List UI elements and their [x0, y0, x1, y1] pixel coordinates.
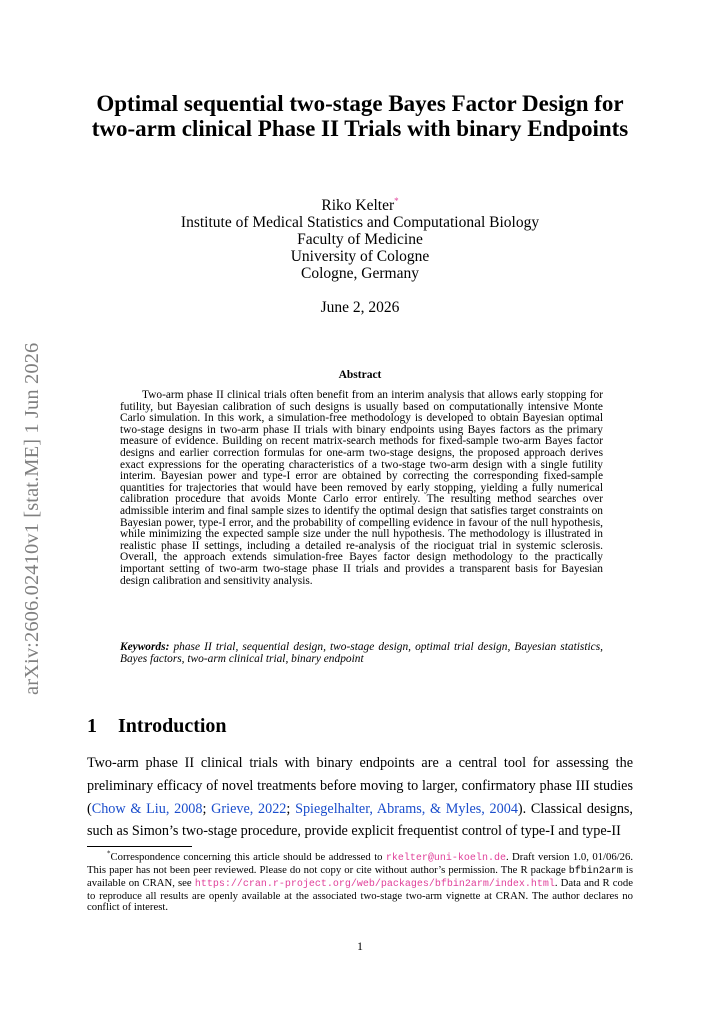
keywords: [120, 642, 603, 665]
citation-link[interactable]: Chow & Liu, 2008: [91, 800, 203, 817]
intro-paragraph: [87, 752, 633, 843]
citation-sep: ;: [286, 800, 296, 817]
author-footnote-marker[interactable]: *: [394, 195, 399, 206]
section-heading: [87, 715, 227, 737]
footnote-marker: *: [107, 849, 111, 858]
footnote-text: is available on CRAN, see: [87, 863, 633, 889]
paper-date: June 2, 2026: [320, 299, 400, 316]
citation-sep: ;: [202, 800, 212, 817]
citation-link[interactable]: Spiegelhalter, Abrams, & Myles, 2004: [295, 800, 518, 817]
affiliation-city: Cologne, Germany: [301, 265, 419, 282]
footnote-text: . Draft version 1.0, 01/06/26. This paper has not been peer reviewed. Please do not copy or cite without author’s permission. The R package: [87, 851, 633, 876]
keywords-list: phase II trial, sequential design, two-stage design, optimal trial design, Bayesian statistics, Bayes factors, two-arm clinical trial, binary endpoint: [120, 641, 603, 665]
citation-link[interactable]: Grieve, 2022: [211, 800, 287, 817]
email-link[interactable]: rkelter@uni-koeln.de: [385, 853, 506, 864]
package-name: bfbin2arm: [568, 865, 623, 877]
page-number: 1: [357, 939, 363, 953]
footnote: [87, 849, 633, 913]
cran-url-link[interactable]: https://cran.r-project.org/web/packages/bfbin2arm/index.html: [194, 878, 555, 890]
footnote-rule: [87, 846, 192, 847]
affiliation-faculty: Faculty of Medicine: [297, 231, 423, 248]
footnote-text: . Data and R code to reproduce all results are openly available at the associated two-stage two-arm vignette at CRAN. The author declares no conflict of interest.: [87, 876, 633, 913]
intro-text-b: ). Classical designs, such as Simon’s two-stage procedure, provide explicit frequentist control of type-I and type-II: [87, 800, 633, 840]
abstract-heading: Abstract: [338, 369, 382, 381]
section-title: Introduction: [118, 715, 227, 737]
author-name: Riko Kelter: [321, 197, 395, 214]
footnote-text: Correspondence concerning this article should be addressed to: [110, 851, 386, 863]
author-block: [80, 197, 640, 282]
affiliation-university: University of Cologne: [290, 248, 430, 265]
keywords-label: Keywords:: [120, 641, 170, 653]
intro-text-a: Two-arm phase II clinical trials with binary endpoints are a central tool for assessing the preliminary efficacy of novel treatments before moving to larger, confirmatory phase III studies (: [87, 755, 633, 817]
paper-title: Optimal sequential two-stage Bayes Factor Design for two-arm clinical Phase II Trials with binary Endpoints: [91, 91, 629, 141]
arxiv-stamp: arXiv:2606.02410v1 [stat.ME] 1 Jun 2026: [21, 342, 43, 695]
abstract-text: Two-arm phase II clinical trials often benefit from an interim analysis that allows early stopping for futility, but Bayesian calibration of such designs is usually based on computationally intensive Monte Carlo simulation. In this work, a simulation-free methodology is developed to obtain Bayesian optimal two-stage designs in two-arm phase II trials with binary endpoints using Bayes factors as the primary measure of evidence. Building on recent matrix-search methods for fixed-sample two-arm Bayes factor designs and earlier correction formulas for one-arm two-stage designs, the proposed approach derives exact expressions for the operating characteristics of a two-stage two-arm design with a single futility interim. Bayesian power and type-I error are obtained by correcting the corresponding fixed-sample quantities for trajectories that would have been removed by early stopping, yielding a fully numerical calibration procedure that avoids Monte Carlo error entirely. The resulting method searches over admissible interim and final sample sizes to identify the optimal design that satisfies target constraints on Bayesian power, type-I error, and the probability of compelling evidence in favour of the null hypothesis, while minimizing the expected sample size under the null hypothesis. The methodology is illustrated in realistic phase II settings, including a detailed re-analysis of the riociguat trial in systemic sclerosis. Overall, the approach extends simulation-free Bayes factor design methodology to the practically important setting of two-arm two-stage phase II trials and provides a transparent basis for Bayesian design calibration and sensitivity analysis.: [120, 389, 603, 587]
author-name-line: [80, 197, 640, 214]
section-number: 1: [87, 715, 97, 737]
affiliation-institute: Institute of Medical Statistics and Computational Biology: [180, 214, 540, 231]
